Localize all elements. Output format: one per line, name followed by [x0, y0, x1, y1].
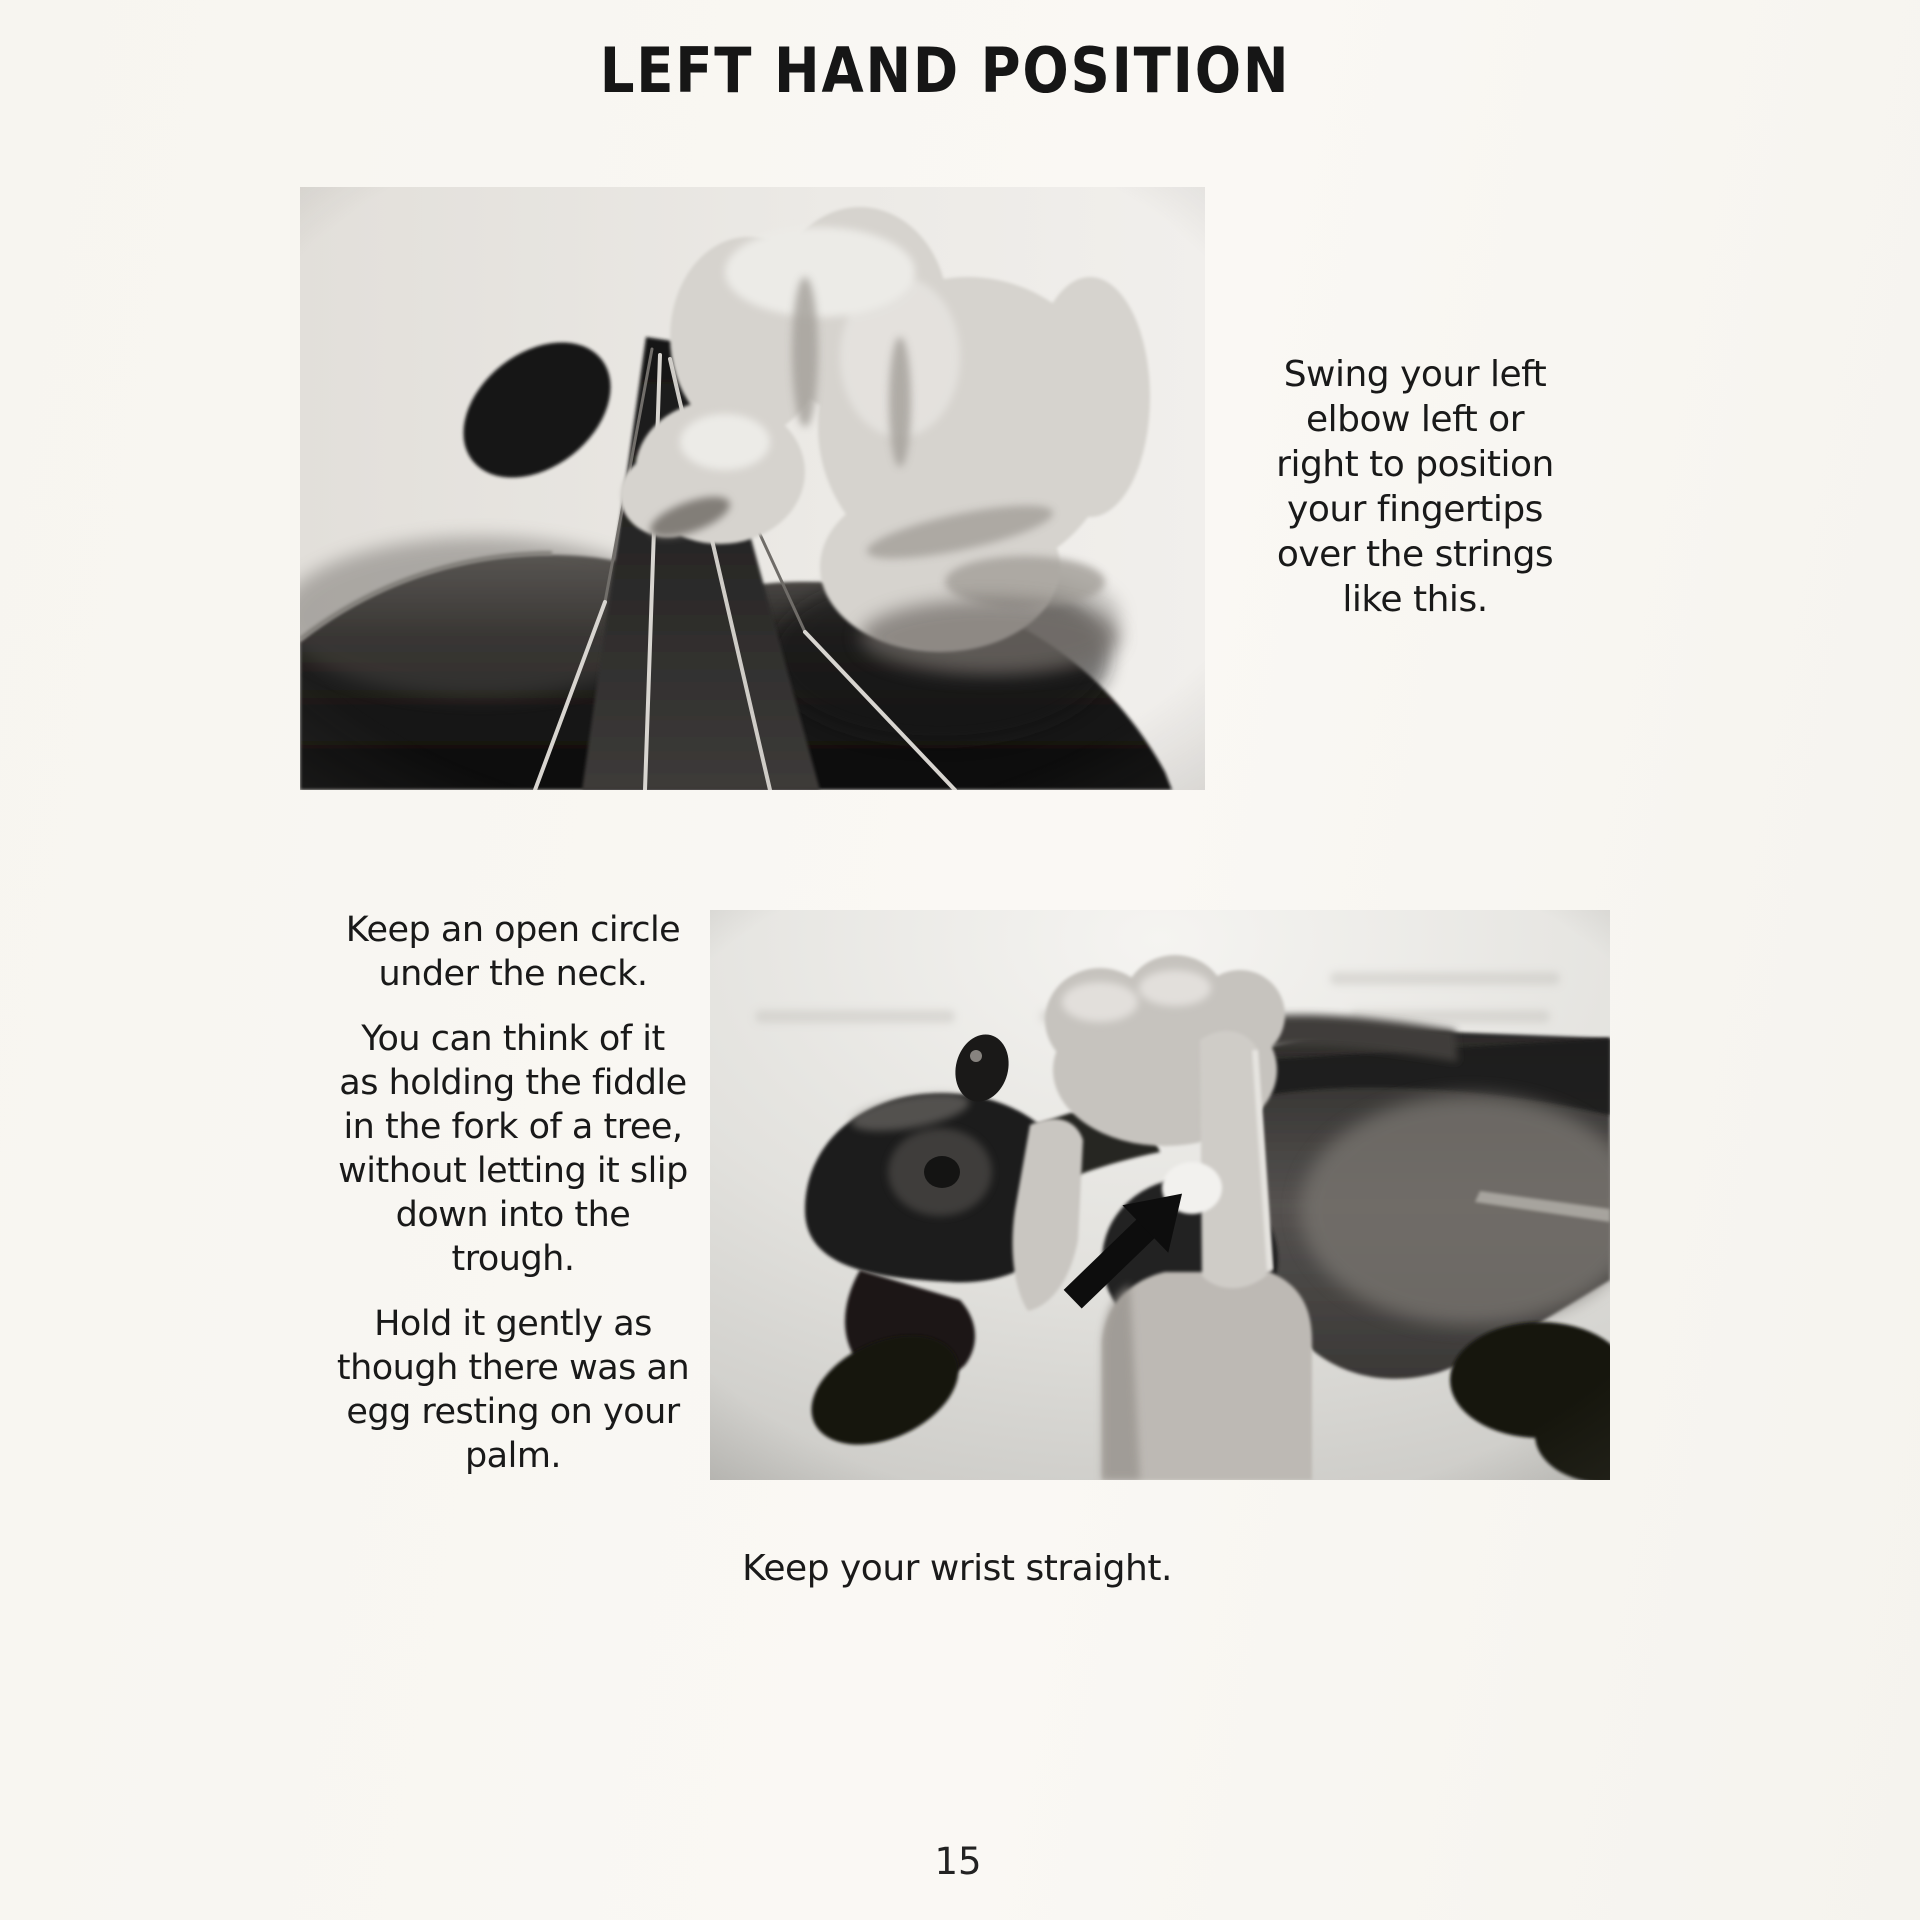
note-line: over the strings	[1276, 534, 1554, 575]
note-line: as holding the fiddle	[339, 1063, 687, 1103]
wrist-caption: Keep your wrist straight.	[742, 1548, 1172, 1589]
photo-hand-holding-neck-art	[710, 910, 1610, 1480]
photo-hand-holding-neck	[710, 910, 1610, 1480]
note-line: trough.	[451, 1239, 575, 1279]
note-line: under the neck.	[378, 954, 648, 994]
photo-vignette	[300, 187, 1205, 790]
note-line: Hold it gently as	[374, 1304, 652, 1344]
note-line: palm.	[464, 1436, 562, 1476]
note-line: without letting it slip	[338, 1151, 688, 1191]
photo-vignette	[710, 910, 1610, 1480]
note-line: in the fork of a tree,	[343, 1107, 683, 1147]
note-line: right to position	[1276, 444, 1554, 485]
note-line: Keep an open circle	[345, 910, 681, 950]
note-line: down into the	[395, 1195, 631, 1235]
photo-fingers-on-strings	[300, 187, 1205, 790]
page-title: LEFT HAND POSITION	[599, 34, 1291, 107]
note-line: You can think of it	[361, 1019, 665, 1059]
note-open-circle	[293, 908, 733, 996]
note-line: like this.	[1342, 579, 1488, 620]
note-swing-elbow	[1195, 352, 1635, 622]
note-line: elbow left or	[1306, 399, 1524, 440]
page-number: 15	[934, 1840, 982, 1883]
note-hold-gently	[293, 1302, 733, 1478]
note-line: egg resting on your	[346, 1392, 680, 1432]
note-fork-of-tree	[293, 1017, 733, 1281]
note-line: your fingertips	[1287, 489, 1543, 530]
note-line: though there was an	[336, 1348, 690, 1388]
note-line: Swing your left	[1283, 354, 1547, 395]
left-notes	[293, 908, 733, 1478]
photo-fingers-on-strings-art	[300, 187, 1205, 790]
